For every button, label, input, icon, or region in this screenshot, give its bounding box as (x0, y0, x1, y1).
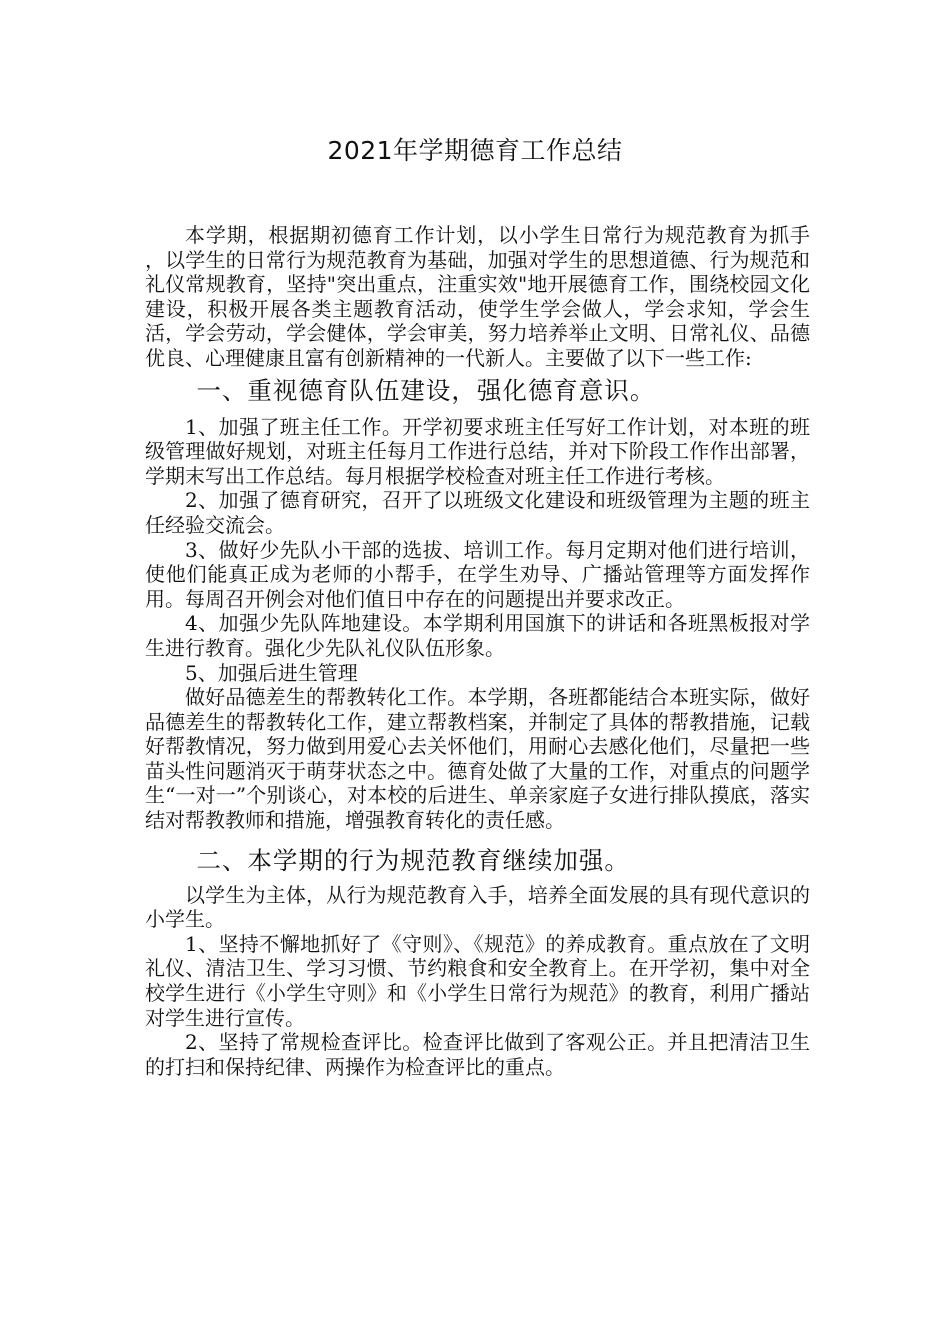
section-heading-2: 二、本学期的行为规范教育继续加强。 (196, 845, 630, 875)
section-2-paragraph-1: 以学生为主体，从行为规范教育入手，培养全面发展的具有现代意识的小学生。 (145, 882, 810, 932)
section-heading-1: 一、重视德育队伍建设，强化德育意识。 (196, 375, 656, 405)
section-2-paragraph-2: 1、坚持不懈地抓好了《守则》、《规范》的养成教育。重点放在了文明礼仪、清洁卫生、学习习惯、节约粮食和安全教育上。在开学初，集中对全校学生进行《小学生守则》和《小学生日常行为规范》的教育，利用广播站对学生进行宣传。 (145, 931, 810, 1030)
section-2-paragraph-3: 2、坚持了常规检查评比。检查评比做到了客观公正。并且把清洁卫生的打扫和保持纪律、两操作为检查评比的重点。 (145, 1030, 810, 1079)
document-title: 2021年学期德育工作总结 (327, 136, 623, 165)
document-body (145, 223, 810, 1079)
section-1-paragraph-4: 4、加强少先队阵地建设。本学期利用国旗下的讲话和各班黑板报对学生进行教育。强化少先队礼仪队伍形象。 (145, 611, 810, 660)
intro-paragraph: 本学期，根据期初德育工作计划，以小学生日常行为规范教育为抓手 ，以学生的日常行为规范教育为基础，加强对学生的思想道德、行为规范和礼仪常规教育，坚持"突出重点，注重实效"地开展德育工作，围绕校园文化建设，积极开展各类主题教育活动，使学生学会做人，学会求知，学会生活，学会劳动，学会健体，学会审美，努力培养举止文明、日常礼仪、品德优良、心理健康且富有创新精神的一代新人。主要做了以下一些工作: (145, 223, 810, 370)
section-1-paragraph-1: 1、加强了班主任工作。开学初要求班主任写好工作计划，对本班的班级管理做好规划，对班主任每月工作进行总结，并对下阶段工作作出部署，学期末写出工作总结。每月根据学校检查对班主任工作进行考核。 (145, 414, 810, 488)
section-1-paragraph-3: 3、做好少先队小干部的选拔、培训工作。每月定期对他们进行培训，使他们能真正成为老师的小帮手，在学生劝导、广播站管理等方面发挥作用。每周召开例会对他们值日中存在的问题提出并要求改正。 (145, 537, 810, 611)
section-1-paragraph-2: 2、加强了德育研究，召开了以班级文化建设和班级管理为主题的班主任经验交流会。 (145, 488, 810, 537)
section-1-paragraph-5: 5、加强后进生管理 (185, 660, 358, 685)
section-1-paragraph-6: 做好品德差生的帮教转化工作。本学期，各班都能结合本班实际，做好品德差生的帮教转化工作，建立帮教档案，并制定了具体的帮教措施，记载好帮教情况，努力做到用爱心去关怀他们，用耐心去感化他们，尽量把一些苗头性问题消灭于萌芽状态之中。德育处做了大量的工作，对重点的问题学生“一对一”个别谈心，对本校的后进生、单亲家庭子女进行排队摸底，落实结对帮教教师和措施，增强教育转化的责任感。 (145, 685, 810, 833)
